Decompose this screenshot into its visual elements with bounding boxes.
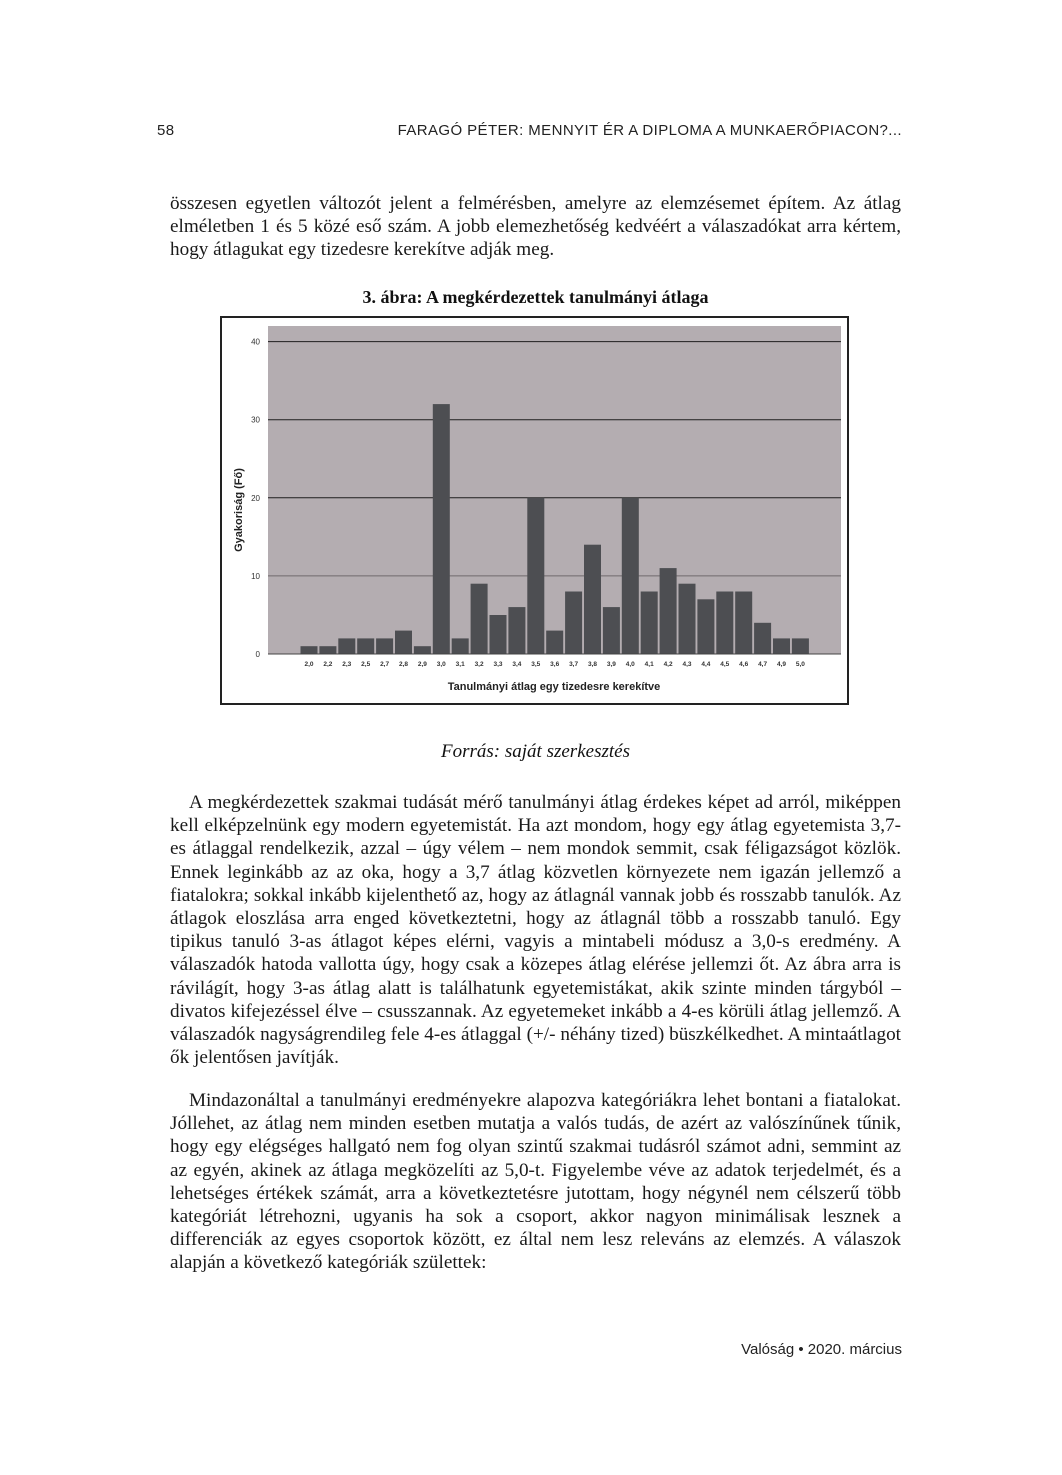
- bar: [679, 584, 696, 654]
- x-tick-label: 4,5: [720, 661, 730, 668]
- bar: [773, 638, 790, 654]
- y-tick-label: 20: [251, 493, 260, 503]
- x-tick-label: 2,7: [380, 661, 390, 668]
- bar: [660, 568, 677, 654]
- x-tick-label: 5,0: [795, 661, 805, 668]
- x-tick-label: 3,4: [512, 661, 522, 668]
- x-tick-label: 2,9: [417, 661, 427, 668]
- bar: [414, 646, 431, 654]
- x-tick-label: 3,7: [569, 661, 579, 668]
- x-tick-label: 3,2: [474, 661, 484, 668]
- x-tick-label: 2,2: [323, 661, 333, 668]
- x-tick-label: 4,3: [682, 661, 692, 668]
- y-tick-label: 0: [255, 650, 260, 659]
- x-tick-label: 2,5: [361, 661, 371, 668]
- bar: [357, 638, 374, 654]
- bar: [603, 607, 620, 654]
- x-tick-label: 4,9: [776, 661, 787, 668]
- y-tick-label: 30: [251, 415, 260, 425]
- x-tick-label: 3,9: [606, 661, 616, 668]
- page-footer: Valóság • 2020. március: [741, 1341, 902, 1358]
- body-paragraph-1: A megkérdezettek szakmai tudását mérő tanulmányi átlag érdekes képet ad arról, miképpen kell elképzelnünk egy modern egyetemistát. Ha azt mondom, hogy egy átlag egyetemista 3,7-es átlaggal rendelkezik, azzal – úgy vélem – nem mondok semmit, csak féligazságot közlök. Ennek leginkább az az oka, hogy a 3,7 átlag közvetlen környezete nem igazán jellemző a fiatalokra; sokkal inkább kijelenthető az, hogy az átlagnál vannak jobb és rosszabb tanulók. Az átlagok eloszlása arra enged következtetni, hogy az átlagnál több a rosszabb tanuló. Egy tipikus tanuló 3-as átlagot képes elérni, vagyis a mintabeli módusz a 3,0-s eredmény. A válaszadók hatoda vallotta úgy, hogy csak a közepes átlag elérése jellemzi őt. Az ábra arra is rávilágít, hogy 3-as átlag alatt is találhatunk egyetemistákat, akik szinte minden tárgyból – divatos kifejezéssel élve – csusszannak. Az egyetemeket inkább a 4-es körüli átlag jellemző. A válaszadók nagyságrendileg fele 4-es átlaggal (+/- néhány tized) büszkélkedhet. A mintaátlagot ők jelentősen javítják.: [170, 792, 901, 1069]
- bar: [546, 631, 563, 654]
- bar: [565, 592, 582, 655]
- bar: [527, 498, 544, 654]
- x-axis-label: Tanulmányi átlag egy tizedesre kerekítve: [447, 681, 661, 693]
- x-tick-label: 3,1: [455, 661, 465, 668]
- x-tick-label: 4,7: [758, 661, 768, 668]
- plot-background: [268, 326, 841, 654]
- bar: [735, 592, 752, 655]
- y-axis-label: Gyakoriság (Fő): [233, 468, 245, 552]
- intro-paragraph: összesen egyetlen változót jelent a felmérésben, amelyre az elemzésemet építem. Az átlag elméletben 1 és 5 közé eső szám. A jobb elemezhetőség kedvéért a válaszadókat arra kértem, hogy átlagukat egy tizedesre kerekítve adják meg.: [170, 193, 901, 261]
- bar: [584, 545, 601, 654]
- page-number: 58: [157, 122, 175, 139]
- bar: [452, 638, 469, 654]
- bar: [697, 599, 714, 654]
- bar: [716, 592, 733, 655]
- y-tick-label: 10: [251, 571, 260, 581]
- bar: [376, 638, 393, 654]
- bar: [433, 404, 450, 654]
- x-tick-label: 2,0: [304, 661, 314, 668]
- x-tick-label: 4,1: [644, 661, 654, 668]
- bar: [319, 646, 336, 654]
- bar: [641, 592, 658, 655]
- figure-source: Forrás: saját szerkesztés: [441, 741, 630, 762]
- chart-frame: [220, 316, 849, 705]
- bar: [338, 638, 355, 654]
- bar: [622, 498, 639, 654]
- running-title: FARAGÓ PÉTER: MENNYIT ÉR A DIPLOMA A MUNKAERŐPIACON?...: [397, 122, 902, 139]
- x-tick-label: 4,4: [701, 661, 711, 668]
- histogram-chart: [222, 318, 847, 703]
- x-tick-label: 3,6: [550, 661, 560, 668]
- bar: [490, 615, 507, 654]
- bar: [301, 646, 318, 654]
- x-tick-label: 2,3: [342, 661, 352, 668]
- bar: [508, 607, 525, 654]
- x-tick-label: 3,8: [587, 661, 598, 668]
- figure-title: 3. ábra: A megkérdezettek tanulmányi átlaga: [362, 287, 709, 307]
- bar: [395, 631, 412, 654]
- x-tick-label: 3,0: [436, 661, 446, 668]
- y-tick-label: 40: [251, 337, 260, 347]
- x-tick-label: 3,3: [493, 661, 503, 668]
- bar: [471, 584, 488, 654]
- page-header: [157, 122, 902, 146]
- x-tick-label: 4,6: [739, 661, 749, 668]
- x-tick-label: 3,5: [531, 661, 541, 668]
- body-paragraph-2: Mindazonáltal a tanulmányi eredményekre alapozva kategóriákra lehet bontani a fiatalokat. Jóllehet, az átlag nem minden esetben mutatja a valós tudás, de azért az valószínűnek tűnik, hogy egy elégséges hallgató nem fog olyan szintű szakmai tudásról számot adni, semmint az az egyén, akinek az átlaga megközelíti az 5,0-t. Figyelembe véve az adatok terjedelmét, és a lehetséges értékek számát, arra a következtetésre jutottam, hogy négynél nem célszerű több kategóriát létrehozni, ugyanis ha sok a csoport, akkor nagyon minimálisak lesznek a differenciák az egyes csoportok között, ez által nem lesz releváns az elemzés. A válaszok alapján a következő kategóriák születtek:: [170, 1090, 901, 1274]
- bar: [792, 638, 809, 654]
- bar: [754, 623, 771, 654]
- x-tick-label: 4,2: [663, 661, 673, 668]
- x-tick-label: 4,0: [625, 661, 635, 668]
- x-tick-label: 2,8: [398, 661, 409, 668]
